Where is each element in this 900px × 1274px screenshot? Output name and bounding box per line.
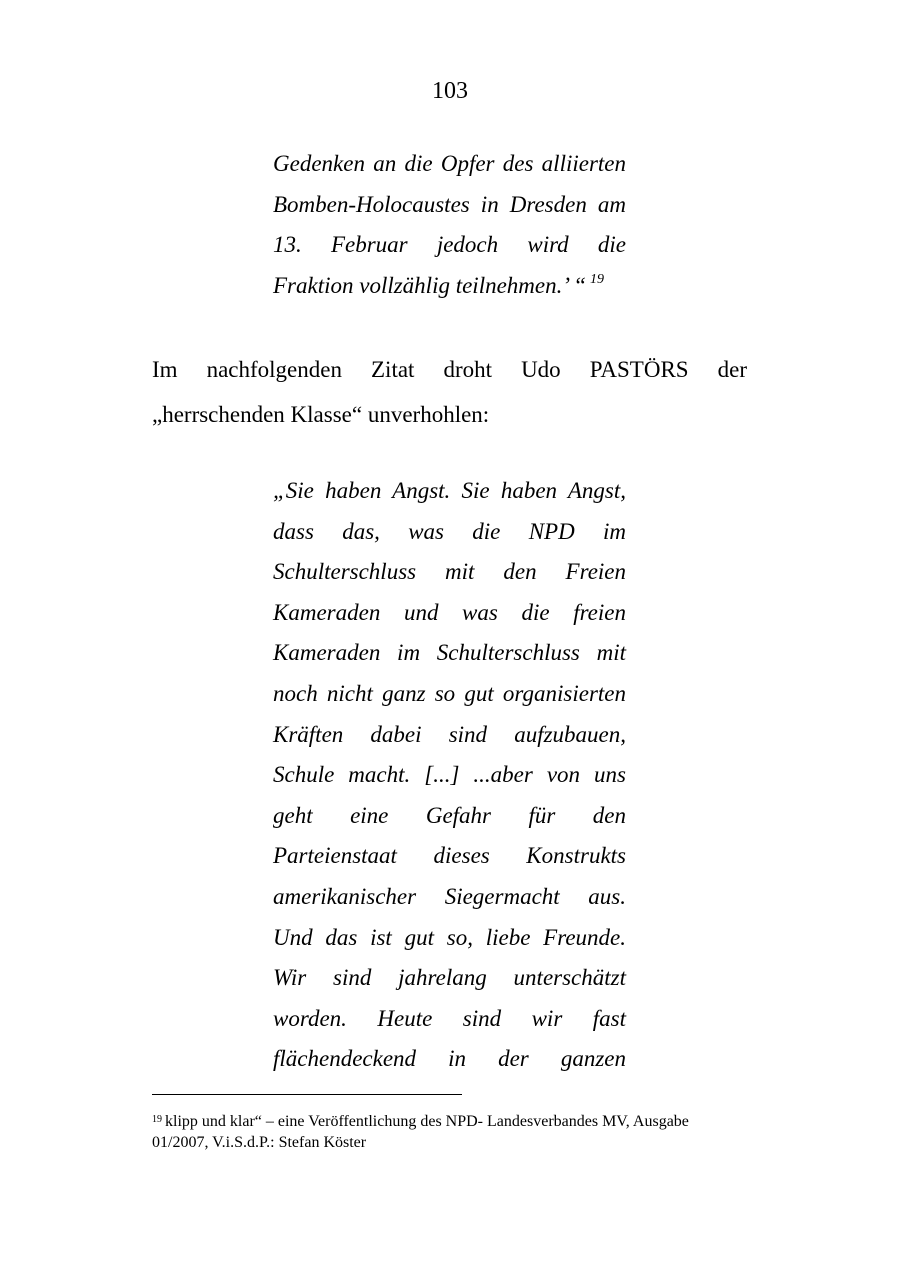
footnote-line xyxy=(152,1111,752,1132)
footnote-line: 01/2007, V.i.S.d.P.: Stefan Köster xyxy=(152,1134,367,1151)
footnote xyxy=(152,1111,752,1153)
quote-line: amerikanischer Siegermacht aus. xyxy=(273,883,626,909)
quote-line: worden. Heute sind wir fast xyxy=(273,1005,626,1031)
block-quote-pastoers xyxy=(273,471,626,1080)
quote-line-text: Fraktion vollzählig teilnehmen.’ “ xyxy=(273,272,587,298)
quote-line: Parteienstaat dieses Konstrukts xyxy=(273,843,626,869)
quote-line: geht eine Gefahr für den xyxy=(273,802,626,828)
quote-line: noch nicht ganz so gut organisierten xyxy=(273,680,626,706)
quote-line xyxy=(273,266,626,307)
paragraph-line: „herrschenden Klasse“ unverhohlen: xyxy=(152,402,490,427)
quote-line: Wir sind jahrelang unterschätzt xyxy=(273,965,626,991)
quote-line: „Sie haben Angst. Sie haben Angst, xyxy=(273,478,626,503)
quote-line: 13. Februar jedoch wird die xyxy=(273,232,626,258)
quote-line: Schulterschluss mit den Freien xyxy=(273,559,626,585)
footnote-number: 19 xyxy=(152,1114,162,1125)
quote-line: Gedenken an die Opfer des alliierten xyxy=(273,151,626,176)
footnote-reference: 19 xyxy=(590,271,605,287)
quote-line: Und das ist gut so, liebe Freunde. xyxy=(273,924,626,950)
footnote-separator xyxy=(152,1094,462,1095)
quote-line: Kräften dabei sind aufzubauen, xyxy=(273,721,626,747)
quote-line: Kameraden im Schulterschluss mit xyxy=(273,640,626,666)
footnote-text: klipp und klar“ – eine Veröffentlichung des NPD- Landesverbandes MV, Ausgabe xyxy=(165,1113,689,1130)
block-quote-continuation xyxy=(273,144,626,306)
quote-line: Kameraden und was die freien xyxy=(273,599,626,625)
quote-line: Bomben-Holocaustes in Dresden am xyxy=(273,191,626,217)
quote-line: dass das, was die NPD im xyxy=(273,518,626,544)
body-paragraph xyxy=(152,347,747,437)
quote-line: Schule macht. [...] ...aber von uns xyxy=(273,762,626,788)
page-number: 103 xyxy=(432,78,468,104)
quote-line: flächendeckend in der ganzen xyxy=(273,1046,626,1072)
paragraph-line: Im nachfolgenden Zitat droht Udo PASTÖRS der xyxy=(152,357,747,382)
